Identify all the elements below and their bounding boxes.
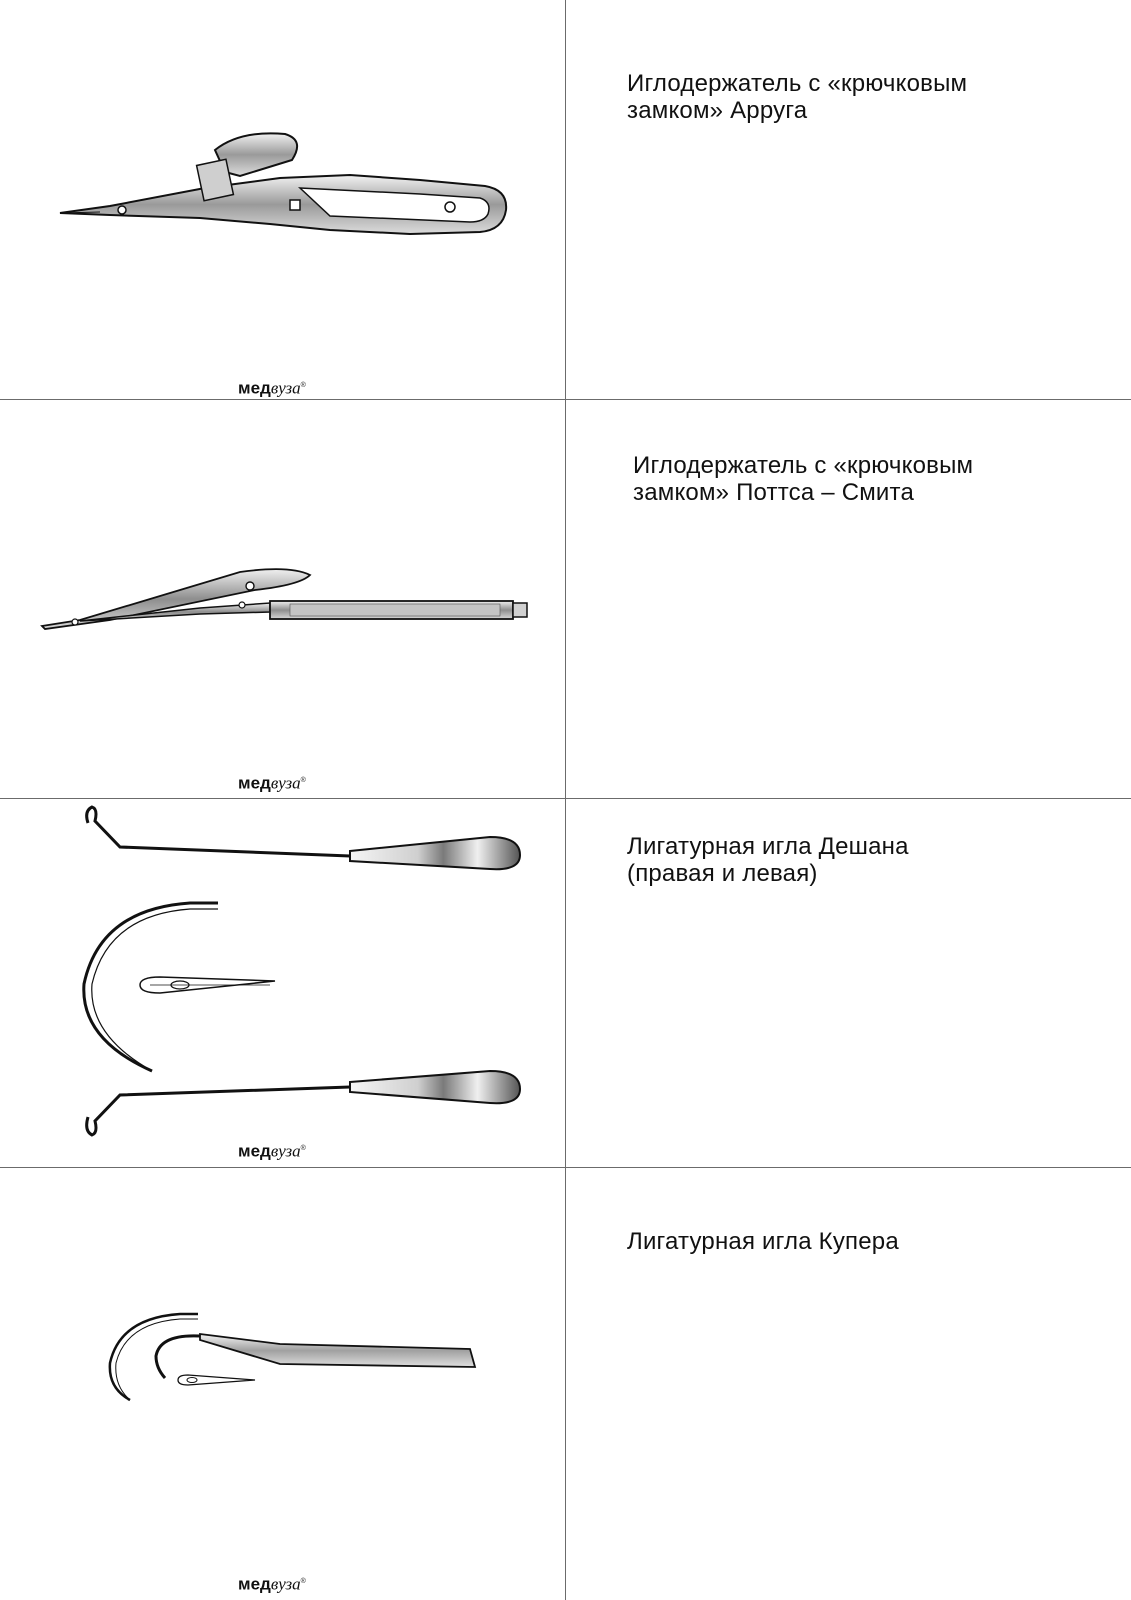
potts-smith-needle-holder-illustration xyxy=(0,400,565,798)
logo-part-1: мед xyxy=(238,773,271,793)
logo-part-1: мед xyxy=(238,1574,271,1594)
medvuza-logo xyxy=(238,1572,306,1595)
instrument-title xyxy=(627,1228,899,1255)
instrument-title xyxy=(627,833,909,887)
title-line-2: (правая и левая) xyxy=(627,860,818,887)
title-line-2: замком» Арруга xyxy=(627,97,808,124)
instrument-title xyxy=(627,70,967,124)
instrument-title xyxy=(633,452,973,506)
title-line-1: Иглодержатель с «крючковым xyxy=(633,452,974,479)
logo-part-2: вуза xyxy=(270,378,301,398)
title-line-2: замком» Поттса – Смита xyxy=(633,479,915,506)
medvuza-logo xyxy=(238,376,306,399)
instrument-row-potts-smith xyxy=(0,400,1131,798)
medvuza-logo xyxy=(238,1139,306,1162)
instrument-row-deschamps xyxy=(0,799,1131,1167)
instrument-row-cooper xyxy=(0,1168,1131,1600)
medvuza-logo xyxy=(238,771,306,794)
cooper-ligature-needle-illustration xyxy=(0,1168,565,1600)
instrument-row-arruga xyxy=(0,0,1131,399)
logo-part-2: вуза xyxy=(270,1574,301,1594)
title-line-1: Иглодержатель с «крючковым xyxy=(627,70,968,97)
deschamps-ligature-needle-illustration xyxy=(0,799,565,1167)
logo-part-1: мед xyxy=(238,378,271,398)
logo-registered-mark: ® xyxy=(300,1145,306,1152)
logo-registered-mark: ® xyxy=(300,1578,306,1585)
title-line-1: Лигатурная игла Дешана xyxy=(627,833,909,860)
title-line-1: Лигатурная игла Купера xyxy=(627,1228,899,1255)
logo-registered-mark: ® xyxy=(300,777,306,784)
arruga-needle-holder-illustration xyxy=(0,0,565,399)
logo-part-1: мед xyxy=(238,1141,271,1161)
logo-registered-mark: ® xyxy=(300,382,306,389)
logo-part-2: вуза xyxy=(270,1141,301,1161)
logo-part-2: вуза xyxy=(270,773,301,793)
